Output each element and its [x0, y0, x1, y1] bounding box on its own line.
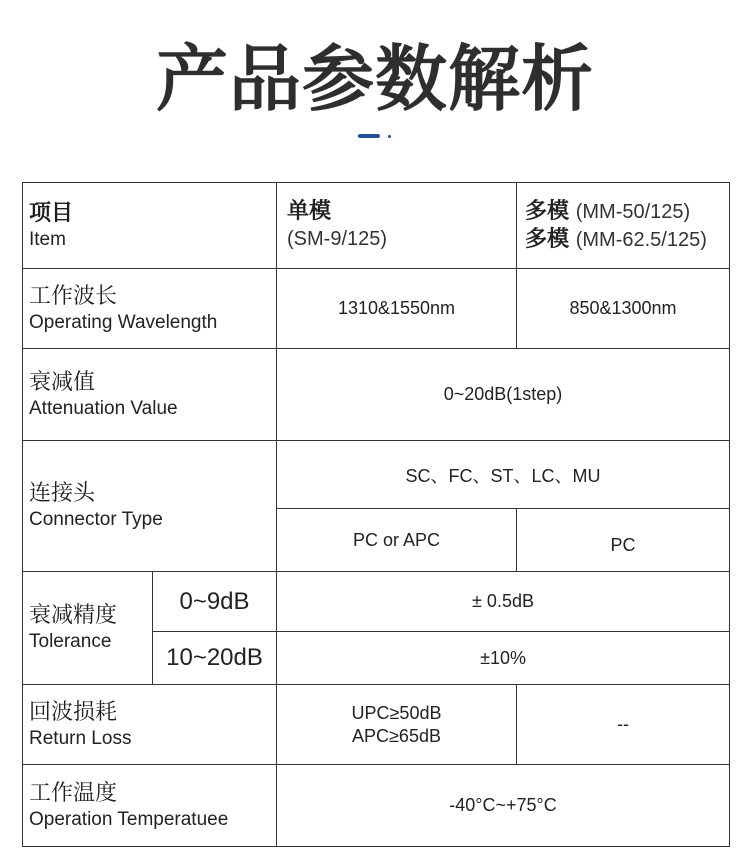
return-loss-label-cell — [23, 685, 277, 765]
spec-table — [22, 182, 730, 847]
title-underline-dot — [388, 135, 391, 138]
connector-label-zh: 连接头 — [29, 481, 96, 506]
title-underline-accent — [358, 134, 380, 138]
tolerance-value-low: ± 0.5dB — [277, 572, 730, 632]
header-multi-mode-zh-1: 多模 — [525, 198, 570, 224]
tolerance-label-cell — [23, 572, 153, 685]
temperature-label-en: Operation Temperatuee — [29, 808, 229, 830]
attenuation-label-cell — [23, 349, 277, 441]
header-multi-mode-zh-2: 多模 — [525, 226, 570, 252]
tolerance-label-en: Tolerance — [29, 631, 112, 652]
header-single-mode-zh: 单模 — [287, 199, 332, 224]
wavelength-multi-mode-value: 850&1300nm — [517, 269, 730, 349]
temperature-label-cell — [23, 765, 277, 847]
return-loss-single-mode-cell — [277, 685, 517, 765]
attenuation-value: 0~20dB(1step) — [277, 349, 730, 441]
attenuation-label-en: Attenuation Value — [29, 397, 178, 419]
return-loss-label-zh: 回波损耗 — [29, 699, 118, 725]
tolerance-value-high: ±10% — [277, 632, 730, 685]
return-loss-apc: APC≥65dB — [352, 725, 441, 746]
connector-single-mode-polish: PC or APC — [277, 509, 517, 572]
temperature-label-zh: 工作温度 — [29, 780, 118, 806]
tolerance-range-high: 10~20dB — [153, 632, 277, 685]
wavelength-single-mode-value: 1310&1550nm — [277, 269, 517, 349]
header-multi-mode-cell — [517, 183, 730, 269]
connector-types-value: SC、FC、ST、LC、MU — [277, 441, 730, 509]
wavelength-label-cell — [23, 269, 277, 349]
return-loss-label-en: Return Loss — [29, 727, 132, 749]
table-row-header — [23, 183, 730, 269]
connector-label-cell — [23, 441, 277, 572]
wavelength-label-en: Operating Wavelength — [29, 311, 218, 333]
table-row-temperature — [23, 765, 730, 847]
table-row-wavelength — [23, 269, 730, 349]
tolerance-range-low: 0~9dB — [153, 572, 277, 632]
table-row-return-loss — [23, 685, 730, 765]
table-row-connector-types — [23, 441, 730, 509]
return-loss-upc: UPC≥50dB — [351, 702, 442, 723]
attenuation-label-zh: 衰减值 — [29, 369, 96, 395]
return-loss-multi-mode-value: -- — [517, 685, 730, 765]
table-row-attenuation — [23, 349, 730, 441]
tolerance-label-zh: 衰减精度 — [29, 603, 118, 628]
wavelength-label-zh: 工作波长 — [29, 283, 118, 309]
connector-label-en: Connector Type — [29, 509, 163, 530]
header-multi-mode-spec-1: (MM-50/125) — [575, 200, 691, 223]
header-multi-mode-spec-2: (MM-62.5/125) — [575, 228, 707, 251]
header-single-mode-spec: (SM-9/125) — [287, 228, 388, 250]
temperature-value: -40°C~+75°C — [277, 765, 730, 847]
connector-multi-mode-polish: PC — [517, 509, 730, 572]
header-item-en: Item — [29, 228, 66, 250]
header-item-cell — [23, 183, 277, 269]
header-single-mode-cell — [277, 183, 517, 269]
table-row-tolerance-low — [23, 572, 730, 632]
page-title: 产品参数解析 — [155, 37, 594, 121]
header-item-zh: 项目 — [29, 200, 74, 226]
